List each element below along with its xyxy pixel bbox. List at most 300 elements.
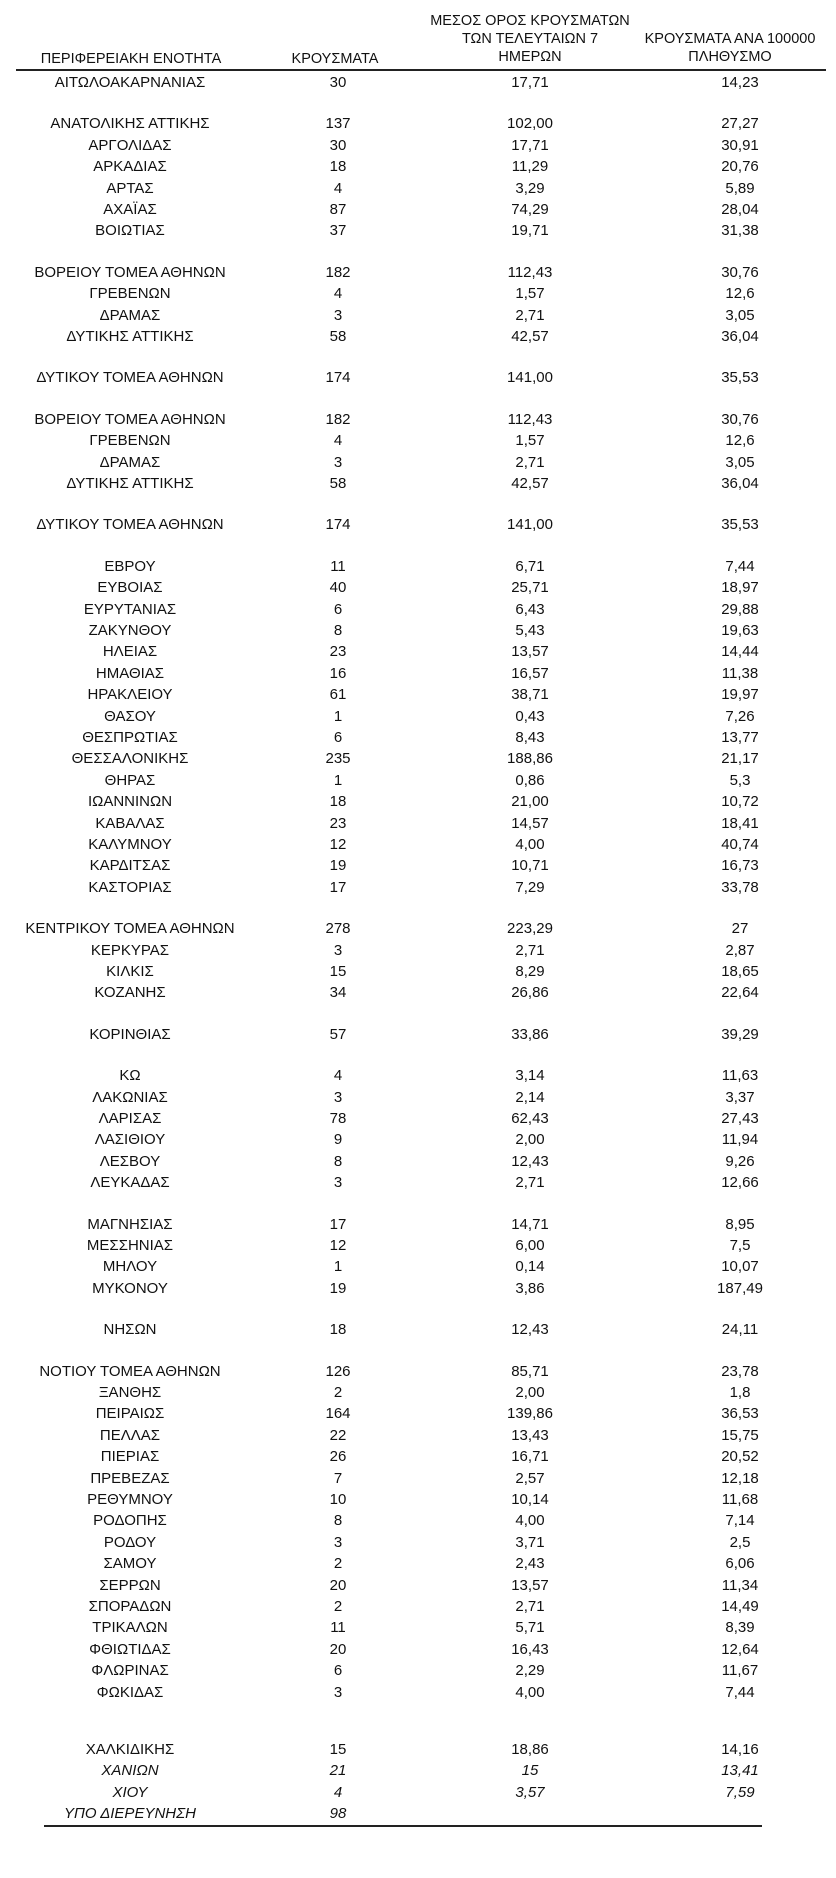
cases-cell: 235 bbox=[325, 750, 351, 768]
per100k-cell: 18,97 bbox=[721, 579, 759, 597]
per100k-cell: 36,53 bbox=[721, 1405, 759, 1423]
header-cases-label: ΚΡΟΥΣΜΑΤΑ bbox=[291, 51, 379, 67]
cases-cell: 21 bbox=[329, 1762, 347, 1780]
cases-cell: 20 bbox=[329, 1640, 347, 1658]
per100k-cell: 39,29 bbox=[721, 1025, 759, 1043]
region-cell: ΘΕΣΣΑΛΟΝΙΚΗΣ bbox=[71, 750, 189, 768]
table-row bbox=[0, 1319, 836, 1340]
cases-cell: 174 bbox=[325, 369, 351, 387]
cases-cell: 9 bbox=[333, 1131, 343, 1149]
region-cell: ΣΠΟΡΑΔΩΝ bbox=[88, 1598, 172, 1615]
region-cell: ΥΠΟ ΔΙΕΡΕΥΝΗΣΗ bbox=[64, 1805, 196, 1823]
avg-cell: 17,71 bbox=[511, 136, 549, 154]
cases-cell: 3 bbox=[333, 1088, 343, 1106]
avg-cell: 4,00 bbox=[515, 1512, 545, 1530]
per100k-cell: 21,17 bbox=[721, 750, 759, 768]
table-row bbox=[0, 452, 836, 473]
avg-cell: 141,00 bbox=[507, 516, 553, 534]
per100k-cell: 9,26 bbox=[725, 1152, 755, 1170]
region-cell: ΒΟΡΕΙΟΥ ΤΟΜΕΑ ΑΘΗΝΩΝ bbox=[34, 263, 226, 281]
cases-cell: 2 bbox=[333, 1598, 343, 1615]
region-cell: ΝΟΤΙΟΥ ΤΟΜΕΑ ΑΘΗΝΩΝ bbox=[39, 1362, 221, 1380]
cases-cell: 6 bbox=[333, 1662, 343, 1680]
region-cell: ΧΑΝΙΩΝ bbox=[101, 1762, 159, 1780]
region-cell: ΔΥΤΙΚΟΥ ΤΟΜΕΑ ΑΘΗΝΩΝ bbox=[36, 369, 224, 387]
cases-cell: 8 bbox=[333, 1512, 343, 1530]
region-cell: ΠΡΕΒΕΖΑΣ bbox=[90, 1469, 170, 1487]
per100k-cell: 13,41 bbox=[721, 1762, 759, 1780]
region-cell: ΘΑΣΟΥ bbox=[104, 707, 156, 725]
avg-cell: 14,71 bbox=[511, 1215, 549, 1233]
avg-cell: 0,14 bbox=[515, 1258, 545, 1276]
table-row bbox=[0, 135, 836, 156]
table-row bbox=[0, 178, 836, 199]
table-row bbox=[0, 1575, 836, 1596]
region-cell: ΧΙΟΥ bbox=[112, 1783, 148, 1801]
avg-cell: 10,14 bbox=[511, 1491, 549, 1508]
region-cell: ΚΩ bbox=[119, 1067, 141, 1085]
region-cell: ΔΡΑΜΑΣ bbox=[99, 453, 161, 471]
avg-cell: 6,00 bbox=[515, 1237, 545, 1254]
avg-cell: 139,86 bbox=[507, 1405, 553, 1423]
cases-cell: 12 bbox=[329, 836, 347, 853]
region-cell: ΔΥΤΙΚΗΣ ΑΤΤΙΚΗΣ bbox=[66, 475, 194, 492]
avg-cell: 42,57 bbox=[511, 328, 549, 345]
table-row bbox=[0, 1403, 836, 1424]
cases-cell: 4 bbox=[333, 179, 343, 197]
avg-cell: 12,43 bbox=[511, 1321, 549, 1339]
avg-cell: 6,43 bbox=[515, 600, 545, 618]
cases-cell: 15 bbox=[329, 963, 347, 980]
avg-cell: 2,57 bbox=[515, 1469, 545, 1487]
table-row bbox=[0, 1760, 836, 1781]
per100k-cell: 29,88 bbox=[721, 600, 759, 618]
region-cell: ΤΡΙΚΑΛΩΝ bbox=[92, 1619, 168, 1637]
header-cases bbox=[250, 50, 420, 68]
per100k-cell: 11,63 bbox=[721, 1067, 759, 1085]
avg-cell: 3,29 bbox=[515, 179, 545, 197]
per100k-cell: 35,53 bbox=[721, 369, 759, 387]
table-row bbox=[0, 940, 836, 961]
table-row bbox=[0, 1256, 836, 1277]
table-row bbox=[0, 1382, 836, 1403]
region-cell: ΘΕΣΠΡΩΤΙΑΣ bbox=[82, 729, 178, 746]
cases-cell: 57 bbox=[329, 1025, 347, 1043]
table-row bbox=[0, 1361, 836, 1382]
per100k-cell: 15,75 bbox=[721, 1426, 759, 1444]
table-row bbox=[0, 556, 836, 577]
per100k-cell: 30,76 bbox=[721, 263, 759, 281]
avg-cell: 18,86 bbox=[511, 1741, 549, 1758]
avg-cell: 0,43 bbox=[515, 707, 545, 725]
per100k-cell: 2,87 bbox=[725, 941, 755, 959]
cases-cell: 3 bbox=[333, 1174, 343, 1192]
region-cell: ΕΥΒΟΙΑΣ bbox=[97, 579, 163, 597]
avg-cell: 13,57 bbox=[511, 643, 549, 661]
avg-cell: 223,29 bbox=[507, 920, 553, 938]
region-cell: ΜΑΓΝΗΣΙΑΣ bbox=[87, 1215, 173, 1233]
cases-cell: 164 bbox=[325, 1405, 351, 1423]
table-row bbox=[0, 1108, 836, 1129]
region-cell: ΔΡΑΜΑΣ bbox=[99, 306, 161, 324]
table-row bbox=[0, 1065, 836, 1086]
table-row bbox=[0, 748, 836, 769]
per100k-cell: 19,97 bbox=[721, 686, 759, 704]
region-cell: ΛΕΥΚΑΔΑΣ bbox=[90, 1174, 170, 1192]
cases-cell: 3 bbox=[333, 941, 343, 959]
table-row bbox=[0, 156, 836, 177]
table-row bbox=[0, 1214, 836, 1235]
avg-cell: 62,43 bbox=[511, 1110, 549, 1127]
table-row bbox=[0, 473, 836, 494]
avg-cell: 3,71 bbox=[515, 1533, 545, 1551]
cases-cell: 3 bbox=[333, 453, 343, 471]
per100k-cell: 8,95 bbox=[725, 1215, 755, 1233]
table-row bbox=[0, 813, 836, 834]
per100k-cell: 18,65 bbox=[721, 963, 759, 980]
per100k-cell: 7,59 bbox=[725, 1783, 755, 1801]
per100k-cell: 11,68 bbox=[721, 1491, 759, 1508]
cases-cell: 2 bbox=[333, 1384, 343, 1401]
cases-cell: 7 bbox=[333, 1469, 343, 1487]
per100k-cell: 3,05 bbox=[725, 306, 755, 324]
cases-cell: 126 bbox=[325, 1362, 351, 1380]
per100k-cell: 19,63 bbox=[721, 622, 759, 639]
cases-cell: 98 bbox=[329, 1805, 347, 1823]
region-cell: ΑΝΑΤΟΛΙΚΗΣ ΑΤΤΙΚΗΣ bbox=[50, 115, 210, 133]
per100k-cell: 14,16 bbox=[721, 1741, 759, 1758]
table-row bbox=[0, 620, 836, 641]
per100k-cell: 27,43 bbox=[721, 1110, 759, 1127]
cases-cell: 1 bbox=[333, 707, 343, 725]
avg-cell: 16,57 bbox=[511, 664, 549, 682]
table-row bbox=[0, 305, 836, 326]
per100k-cell: 7,5 bbox=[729, 1237, 751, 1254]
per100k-cell: 24,11 bbox=[721, 1321, 759, 1339]
avg-cell: 112,43 bbox=[507, 410, 553, 428]
region-cell: ΚΑΛΥΜΝΟΥ bbox=[88, 836, 172, 853]
table-row bbox=[0, 1553, 836, 1574]
table-row bbox=[0, 1278, 836, 1299]
table-row bbox=[0, 1739, 836, 1760]
table-row bbox=[0, 430, 836, 451]
table-bottom-rule bbox=[44, 1825, 762, 1827]
avg-cell: 21,00 bbox=[511, 793, 549, 811]
region-cell: ΡΟΔΟΠΗΣ bbox=[93, 1512, 167, 1530]
cases-cell: 1 bbox=[333, 771, 343, 789]
per100k-cell: 5,89 bbox=[725, 179, 755, 197]
cases-cell: 23 bbox=[329, 814, 347, 832]
region-cell: ΖΑΚΥΝΘΟΥ bbox=[88, 622, 172, 639]
avg-cell: 2,71 bbox=[515, 941, 545, 959]
cases-cell: 182 bbox=[325, 410, 351, 428]
cases-cell: 37 bbox=[329, 222, 347, 240]
header-7day-average bbox=[415, 12, 645, 66]
table-row bbox=[0, 1660, 836, 1681]
avg-cell: 141,00 bbox=[507, 369, 553, 387]
cases-cell: 8 bbox=[333, 622, 343, 639]
cases-cell: 6 bbox=[333, 729, 343, 746]
per100k-cell: 23,78 bbox=[721, 1362, 759, 1380]
table-row bbox=[0, 1803, 836, 1824]
region-cell: ΓΡΕΒΕΝΩΝ bbox=[89, 432, 171, 450]
per100k-cell: 18,41 bbox=[721, 814, 759, 832]
per100k-cell: 6,06 bbox=[725, 1555, 755, 1573]
table-row bbox=[0, 1024, 836, 1045]
per100k-cell: 7,44 bbox=[725, 557, 755, 575]
table-row bbox=[0, 961, 836, 982]
per100k-cell: 33,78 bbox=[721, 878, 759, 896]
per100k-cell: 12,66 bbox=[721, 1174, 759, 1192]
per100k-cell: 20,76 bbox=[721, 158, 759, 176]
cases-cell: 16 bbox=[329, 664, 347, 682]
table-row bbox=[0, 1129, 836, 1150]
cases-cell: 87 bbox=[329, 201, 347, 218]
cases-cell: 22 bbox=[329, 1426, 347, 1444]
avg-cell: 2,71 bbox=[515, 1174, 545, 1192]
region-cell: ΡΟΔΟΥ bbox=[103, 1533, 157, 1551]
cases-cell: 8 bbox=[333, 1152, 343, 1170]
table-row bbox=[0, 367, 836, 388]
region-cell: ΠΕΙΡΑΙΩΣ bbox=[95, 1405, 165, 1423]
per100k-cell: 22,64 bbox=[721, 984, 759, 1002]
table-row bbox=[0, 1510, 836, 1531]
cases-cell: 30 bbox=[329, 136, 347, 154]
avg-cell: 3,86 bbox=[515, 1279, 545, 1297]
avg-cell: 11,29 bbox=[511, 158, 549, 176]
avg-cell: 12,43 bbox=[511, 1152, 549, 1170]
region-cell: ΕΥΡΥΤΑΝΙΑΣ bbox=[83, 600, 177, 618]
table-row bbox=[0, 1087, 836, 1108]
region-cell: ΔΥΤΙΚΗΣ ΑΤΤΙΚΗΣ bbox=[66, 328, 194, 345]
table-row bbox=[0, 663, 836, 684]
per100k-cell: 20,52 bbox=[721, 1448, 759, 1466]
table-row bbox=[0, 1682, 836, 1703]
avg-cell: 2,43 bbox=[515, 1555, 545, 1573]
per100k-cell: 11,94 bbox=[721, 1131, 759, 1149]
table-row bbox=[0, 1596, 836, 1617]
region-cell: ΚΑΡΔΙΤΣΑΣ bbox=[89, 857, 171, 875]
cases-cell: 17 bbox=[329, 1215, 347, 1233]
cases-cell: 23 bbox=[329, 643, 347, 661]
region-cell: ΣΕΡΡΩΝ bbox=[99, 1576, 161, 1594]
per100k-cell: 1,8 bbox=[729, 1384, 751, 1401]
table-row bbox=[0, 1468, 836, 1489]
header-per100k-line: ΠΛΗΘΥΣΜΟ bbox=[688, 49, 772, 65]
table-row bbox=[0, 918, 836, 939]
avg-cell: 3,14 bbox=[515, 1067, 545, 1085]
region-cell: ΒΟΙΩΤΙΑΣ bbox=[95, 222, 165, 240]
table-row bbox=[0, 514, 836, 535]
region-cell: ΦΘΙΩΤΙΔΑΣ bbox=[89, 1640, 171, 1658]
header-region bbox=[16, 50, 246, 68]
header-avg-line: ΤΩΝ ΤΕΛΕΥΤΑΙΩΝ 7 bbox=[461, 31, 599, 47]
per100k-cell: 28,04 bbox=[721, 201, 759, 218]
region-cell: ΒΟΡΕΙΟΥ ΤΟΜΕΑ ΑΘΗΝΩΝ bbox=[34, 410, 226, 428]
avg-cell: 25,71 bbox=[511, 579, 549, 597]
cases-cell: 78 bbox=[329, 1110, 347, 1127]
per100k-cell: 10,07 bbox=[721, 1258, 759, 1276]
cases-cell: 26 bbox=[329, 1448, 347, 1466]
region-cell: ΚΙΛΚΙΣ bbox=[106, 963, 154, 980]
region-cell: ΘΗΡΑΣ bbox=[104, 771, 156, 789]
avg-cell: 2,00 bbox=[515, 1131, 545, 1149]
region-cell: ΑΡΤΑΣ bbox=[106, 179, 154, 197]
table-row bbox=[0, 1172, 836, 1193]
avg-cell: 102,00 bbox=[507, 115, 553, 133]
cases-cell: 10 bbox=[329, 1491, 347, 1508]
region-cell: ΓΡΕΒΕΝΩΝ bbox=[89, 285, 171, 303]
avg-cell: 10,71 bbox=[511, 857, 549, 875]
avg-cell: 16,43 bbox=[511, 1640, 549, 1658]
region-cell: ΑΡΚΑΔΙΑΣ bbox=[93, 158, 167, 176]
avg-cell: 19,71 bbox=[511, 222, 549, 240]
cases-cell: 19 bbox=[329, 1279, 347, 1297]
table-row bbox=[0, 684, 836, 705]
table-row bbox=[0, 727, 836, 748]
cases-cell: 3 bbox=[333, 1683, 343, 1701]
table-row bbox=[0, 283, 836, 304]
region-cell: ΚΑΣΤΟΡΙΑΣ bbox=[88, 878, 172, 896]
avg-cell: 5,71 bbox=[515, 1619, 545, 1637]
avg-cell: 38,71 bbox=[511, 686, 549, 704]
avg-cell: 4,00 bbox=[515, 1683, 545, 1701]
table-row bbox=[0, 770, 836, 791]
per100k-cell: 12,18 bbox=[721, 1469, 759, 1487]
per100k-cell: 36,04 bbox=[721, 328, 759, 345]
cases-cell: 11 bbox=[330, 557, 346, 575]
per100k-cell: 8,39 bbox=[725, 1619, 755, 1637]
per100k-cell: 31,38 bbox=[721, 222, 759, 240]
region-cell: ΛΕΣΒΟΥ bbox=[99, 1152, 161, 1170]
table-row bbox=[0, 834, 836, 855]
avg-cell: 13,57 bbox=[511, 1576, 549, 1594]
table-row bbox=[0, 877, 836, 898]
per100k-cell: 27,27 bbox=[721, 115, 759, 133]
cases-cell: 15 bbox=[329, 1741, 347, 1758]
avg-cell: 2,29 bbox=[515, 1662, 545, 1680]
per100k-cell: 14,49 bbox=[721, 1598, 759, 1615]
avg-cell: 42,57 bbox=[511, 475, 549, 492]
avg-cell: 15 bbox=[521, 1762, 539, 1780]
region-cell: ΜΕΣΣΗΝΙΑΣ bbox=[86, 1237, 174, 1254]
avg-cell: 16,71 bbox=[511, 1448, 549, 1466]
cases-cell: 137 bbox=[325, 115, 351, 133]
region-cell: ΞΑΝΘΗΣ bbox=[98, 1384, 162, 1401]
cases-cell: 6 bbox=[333, 600, 343, 618]
per100k-cell: 3,37 bbox=[725, 1088, 755, 1106]
avg-cell: 2,00 bbox=[515, 1384, 545, 1401]
per100k-cell: 13,77 bbox=[721, 729, 759, 746]
header-avg-line: ΜΕΣΟΣ ΟΡΟΣ ΚΡΟΥΣΜΑΤΩΝ bbox=[430, 13, 630, 29]
table-row bbox=[0, 220, 836, 241]
table-row bbox=[0, 1425, 836, 1446]
region-cell: ΠΕΛΛΑΣ bbox=[99, 1426, 161, 1444]
header-per100k-line: ΚΡΟΥΣΜΑΤΑ ΑΝΑ 100000 bbox=[644, 31, 816, 47]
region-cell: ΚΟΖΑΝΗΣ bbox=[94, 984, 166, 1002]
cases-cell: 58 bbox=[329, 475, 347, 492]
per100k-cell: 10,72 bbox=[721, 793, 759, 811]
avg-cell: 1,57 bbox=[515, 432, 545, 450]
region-cell: ΚΑΒΑΛΑΣ bbox=[95, 814, 165, 832]
avg-cell: 7,29 bbox=[515, 878, 545, 896]
per100k-cell: 12,64 bbox=[721, 1640, 759, 1658]
region-cell: ΛΑΚΩΝΙΑΣ bbox=[92, 1088, 168, 1106]
per100k-cell: 11,38 bbox=[721, 664, 759, 682]
region-cell: ΑΡΓΟΛΙΔΑΣ bbox=[88, 136, 172, 154]
avg-cell: 14,57 bbox=[511, 814, 549, 832]
avg-cell: 26,86 bbox=[511, 984, 549, 1002]
cases-cell: 34 bbox=[329, 984, 347, 1002]
per100k-cell: 7,26 bbox=[725, 707, 755, 725]
avg-cell: 112,43 bbox=[507, 263, 553, 281]
per100k-cell: 11,34 bbox=[721, 1576, 759, 1594]
table-row bbox=[0, 113, 836, 134]
region-cell: ΑΙΤΩΛΟΑΚΑΡΝΑΝΙΑΣ bbox=[54, 74, 206, 91]
table-row bbox=[0, 1489, 836, 1510]
cases-cell: 17 bbox=[329, 878, 347, 896]
cases-cell: 58 bbox=[329, 328, 347, 345]
cases-cell: 3 bbox=[333, 306, 343, 324]
cases-cell: 4 bbox=[333, 285, 343, 303]
header-region-label: ΠΕΡΙΦΕΡΕΙΑΚΗ ΕΝΟΤΗΤΑ bbox=[40, 51, 222, 67]
table-row bbox=[0, 599, 836, 620]
region-cell: ΑΧΑΪΑΣ bbox=[103, 201, 157, 218]
region-cell: ΗΡΑΚΛΕΙΟΥ bbox=[87, 686, 173, 704]
region-cell: ΦΛΩΡΙΝΑΣ bbox=[91, 1662, 169, 1680]
region-cell: ΕΒΡΟΥ bbox=[104, 557, 156, 575]
per100k-cell: 30,76 bbox=[721, 410, 759, 428]
region-cell: ΜΗΛΟΥ bbox=[102, 1258, 158, 1276]
cases-cell: 4 bbox=[333, 432, 343, 450]
region-cell: ΚΟΡΙΝΘΙΑΣ bbox=[89, 1025, 171, 1043]
cases-cell: 19 bbox=[329, 857, 347, 875]
region-cell: ΛΑΣΙΘΙΟΥ bbox=[94, 1131, 166, 1149]
cases-cell: 11 bbox=[330, 1619, 346, 1637]
table-row bbox=[0, 706, 836, 727]
avg-cell: 4,00 bbox=[515, 836, 545, 853]
region-cell: ΡΕΘΥΜΝΟΥ bbox=[87, 1491, 173, 1508]
region-cell: ΜΥΚΟΝΟΥ bbox=[92, 1279, 168, 1297]
cases-cell: 18 bbox=[329, 158, 347, 176]
table-row bbox=[0, 791, 836, 812]
region-cell: ΚΕΝΤΡΙΚΟΥ ΤΟΜΕΑ ΑΘΗΝΩΝ bbox=[25, 920, 235, 938]
per100k-cell: 7,14 bbox=[725, 1512, 755, 1530]
region-cell: ΚΕΡΚΥΡΑΣ bbox=[90, 941, 170, 959]
region-cell: ΔΥΤΙΚΟΥ ΤΟΜΕΑ ΑΘΗΝΩΝ bbox=[36, 516, 224, 534]
avg-cell: 8,29 bbox=[515, 963, 545, 980]
per100k-cell: 40,74 bbox=[721, 836, 759, 853]
avg-cell: 0,86 bbox=[515, 771, 545, 789]
per100k-cell: 7,44 bbox=[725, 1683, 755, 1701]
per100k-cell: 35,53 bbox=[721, 516, 759, 534]
table-row bbox=[0, 199, 836, 220]
region-cell: ΝΗΣΩΝ bbox=[103, 1321, 157, 1339]
table-row bbox=[0, 641, 836, 662]
header-underline bbox=[16, 69, 826, 71]
cases-cell: 182 bbox=[325, 263, 351, 281]
avg-cell: 3,57 bbox=[515, 1783, 545, 1801]
table-row bbox=[0, 855, 836, 876]
cases-cell: 12 bbox=[329, 1237, 347, 1254]
cases-cell: 40 bbox=[329, 579, 347, 597]
avg-cell: 5,43 bbox=[515, 622, 545, 639]
avg-cell: 6,71 bbox=[515, 557, 545, 575]
per100k-cell: 3,05 bbox=[725, 453, 755, 471]
cases-cell: 4 bbox=[333, 1067, 343, 1085]
avg-cell: 2,71 bbox=[515, 1598, 545, 1615]
per100k-cell: 14,44 bbox=[721, 643, 759, 661]
